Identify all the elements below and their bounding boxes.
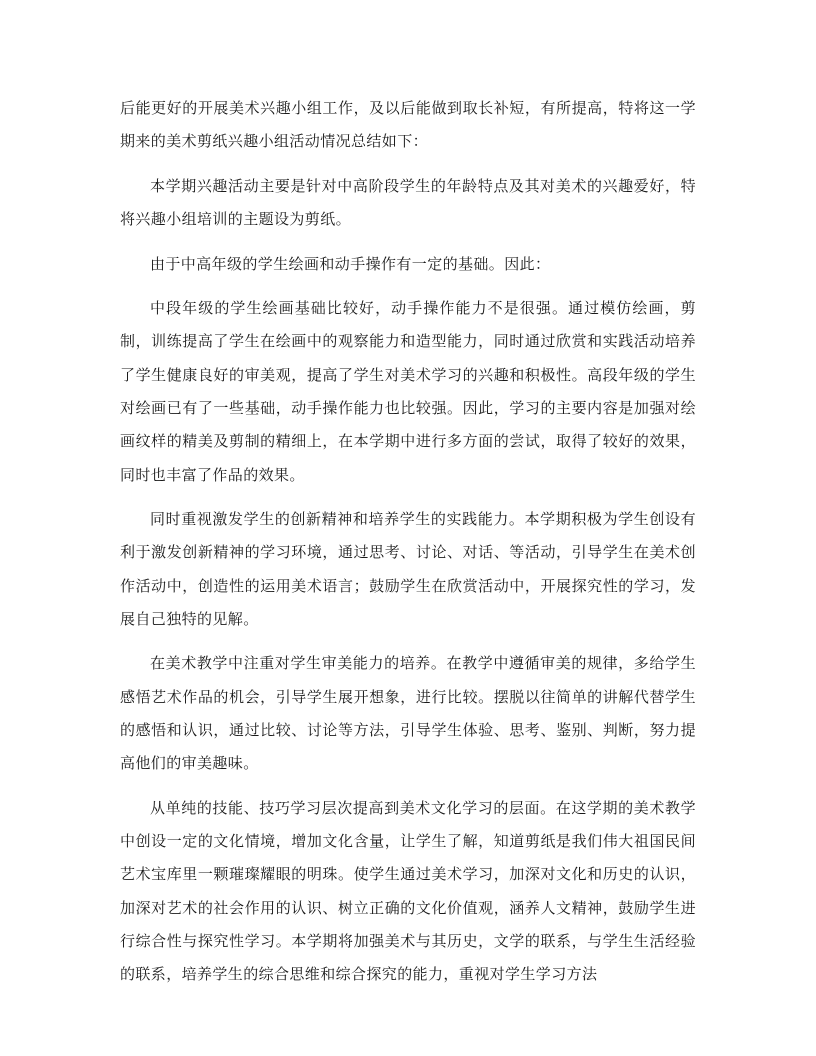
paragraph-activity-topic: 本学期兴趣活动主要是针对中高阶段学生的年龄特点及其对美术的兴趣爱好，特将兴趣小组培训的主题设为剪纸。: [120, 176, 696, 229]
paragraph-continuation: 后能更好的开展美术兴趣小组工作，及以后能做到取长补短，有所提高，特将这一学期来的美术剪纸兴趣小组活动情况总结如下：: [120, 99, 696, 151]
paragraph-middle-senior-grades: 中段年级的学生绘画基础比较好，动手操作能力不是很强。通过模仿绘画，剪制，训练提高了学生在绘画中的观察能力和造型能力，同时通过欣赏和实践活动培养了学生健康良好的审美观，提高了学生对美术学习的兴趣和积极性。高段年级的学生对绘画已有了一些基础，动手操作能力也比较强。因此，学习的主要内容是加强对绘画纹样的精美及剪制的精细上，在本学期中进行多方面的尝试，取得了较好的效果，同时也丰富了作品的效果。: [120, 299, 696, 484]
document-body: [120, 92, 696, 1003]
paragraph-aesthetic: 在美术教学中注重对学生审美能力的培养。在教学中遵循审美的规律，多给学生感悟艺术作品的机会，引导学生展开想象，进行比较。摆脱以往简单的讲解代替学生的感悟和认识，通过比较、讨论等方法，引导学生体验、思考、鉴别、判断，努力提高他们的审美趣味。: [120, 654, 696, 773]
paragraph-culture: 从单纯的技能、技巧学习层次提高到美术文化学习的层面。在这学期的美术教学中创设一定的文化情境，增加文化含量，让学生了解，知道剪纸是我们伟大祖国民间艺术宝库里一颗璀璨耀眼的明珠。使学生通过美术学习，加深对文化和历史的认识，加深对艺术的社会作用的认识、树立正确的文化价值观，涵养人文精神，鼓励学生进行综合性与探究性学习。本学期将加强美术与其历史，文学的联系，与学生生活经验的联系，培养学生的综合思维和综合探究的能力，重视对学生学习方法: [120, 798, 696, 984]
paragraph-innovation: 同时重视激发学生的创新精神和培养学生的实践能力。本学期积极为学生创设有利于激发创新精神的学习环境，通过思考、讨论、对话、等活动，引导学生在美术创作活动中，创造性的运用美术语言；鼓励学生在欣赏活动中，开展探究性的学习，发展自己独特的见解。: [120, 510, 696, 628]
paragraph-grade-basis: 由于中高年级的学生绘画和动手操作有一定的基础。因此：: [150, 254, 551, 273]
